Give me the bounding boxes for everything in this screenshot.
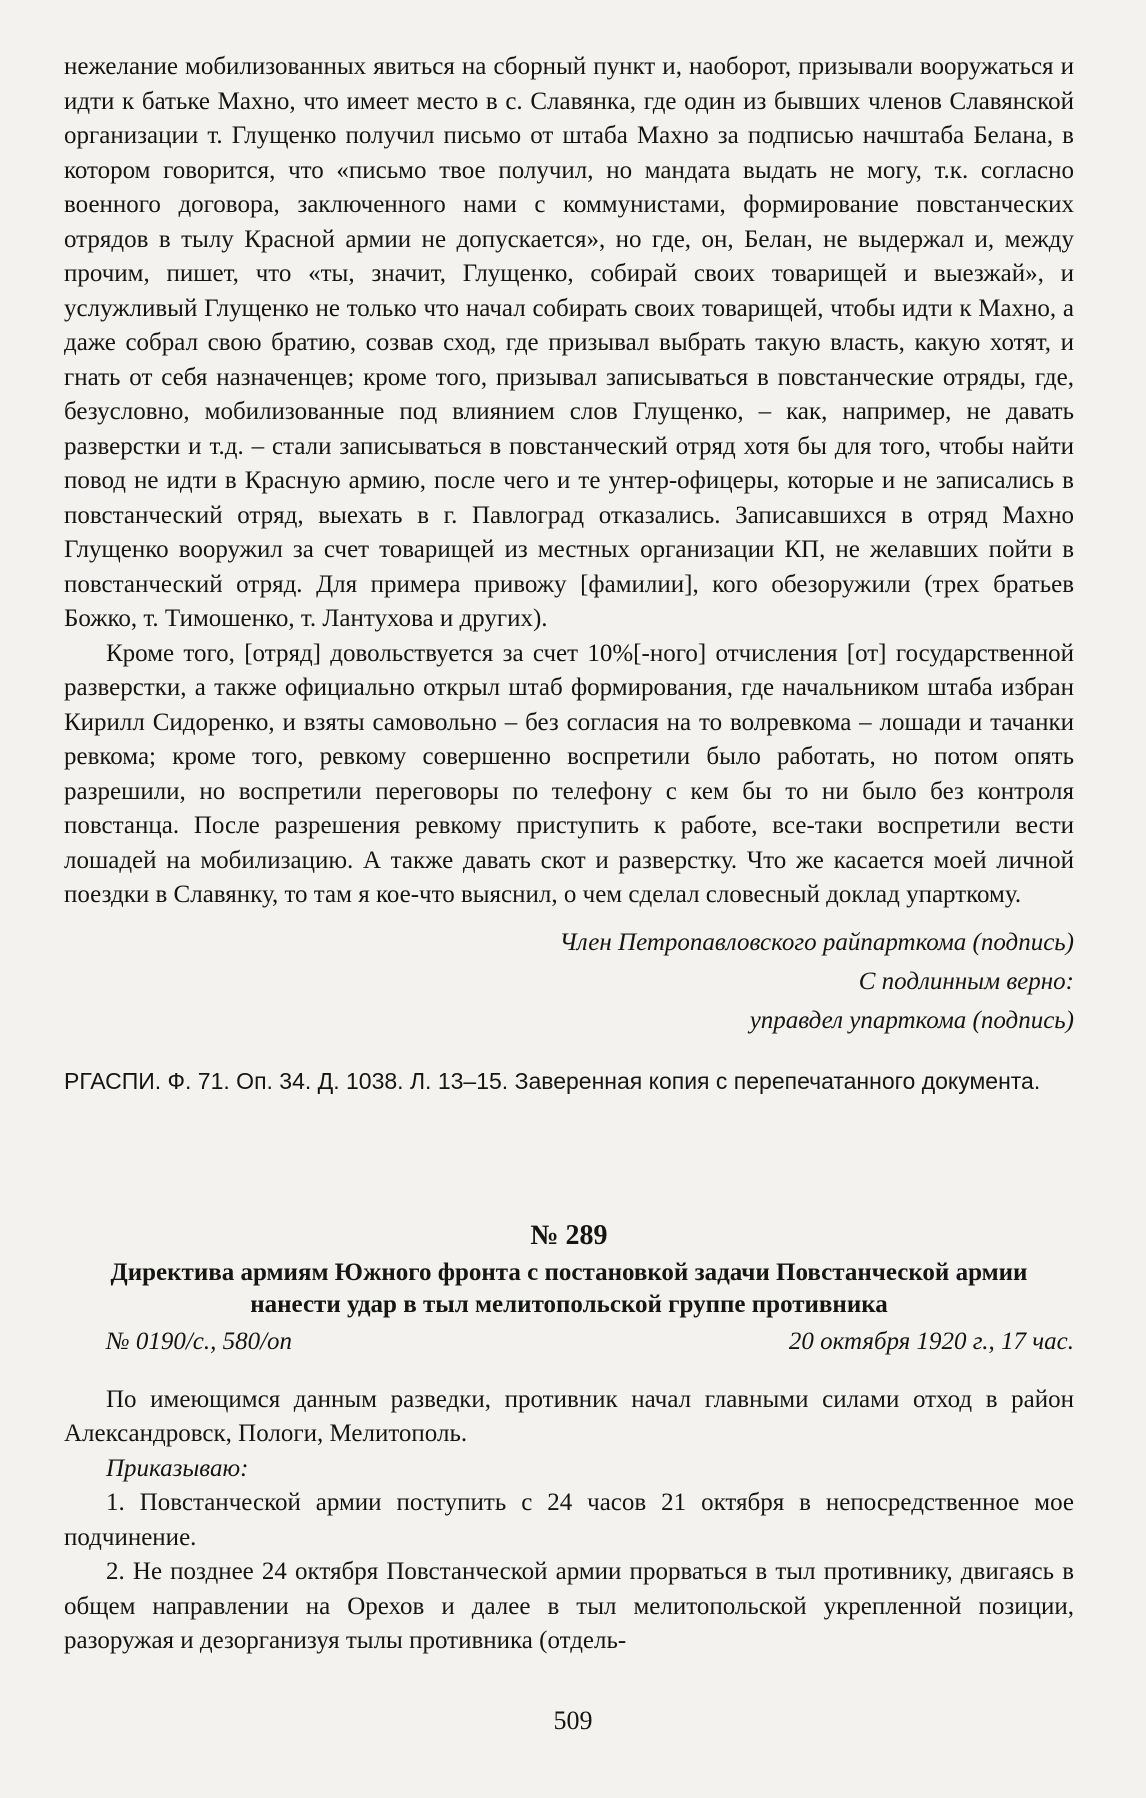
- directive-body: [64, 1383, 1074, 1659]
- directive-intro: По имеющимся данным разведки, противник начал главными силами отход в район Александровск, Пологи, Мелитополь.: [64, 1385, 1074, 1447]
- order-label: Приказываю:: [106, 1454, 249, 1482]
- signature-block: [64, 923, 1074, 1040]
- order-item-1: 1. Повстанческой армии поступить с 24 часов 21 октября в непосредственное мое подчинение.: [64, 1489, 1074, 1551]
- archive-source-note: РГАСПИ. Ф. 71. Оп. 34. Д. 1038. Л. 13–15. Заверенная копия с перепечатанного документа.: [64, 1067, 1041, 1094]
- order-item-2: 2. Не позднее 24 октября Повстанческой армии прорваться в тыл противнику, двигаясь в общем направлении на Орехов и далее в тыл мелитопольской укрепленной позиции, разоружая и дезорганизуя тылы противника (отдель-: [64, 1558, 1074, 1654]
- document-reference: № 0190/с., 580/оп: [106, 1327, 293, 1355]
- document-page: [64, 50, 1074, 1659]
- document-title: Директива армиям Южного фронта с постановкой задачи Повстанческой армии нанести удар в тыл мелитопольской группе противника: [110, 1258, 1028, 1318]
- signature-member: Член Петропавловского райпарткома (подпись): [559, 928, 1074, 956]
- signature-clerk: управдел упарткома (подпись): [749, 1006, 1074, 1034]
- document-date: 20 октября 1920 г., 17 час.: [788, 1327, 1074, 1355]
- signature-certified: С подлинным верно:: [858, 967, 1074, 995]
- page-number: 509: [553, 1706, 593, 1735]
- body-paragraph-1: нежелание мобилизованных явиться на сборный пункт и, наоборот, призывали вооружаться и идти к батьке Махно, что имеет место в с. Славянка, где один из бывших членов Славянской организации т. Глущенко получил письмо от штаба Махно за подписью начштаба Белана, в котором говорится, что «письмо твое получил, но мандата выдать не могу, т.к. согласно военного договора, заключенного нами с коммунистами, формирование повстанческих отрядов в тылу Красной армии не допускается», но где, он, Белан, не выдержал и, между прочим, пишет, что «ты, значит, Глущенко, собирай своих товарищей и выезжай», и услужливый Глущенко не только что начал собирать своих товарищей, чтобы идти к Махно, а даже собрал свою братию, созвав сход, где призывал выбрать такую власть, какую хотят, и гнать от себя назначенцев; кроме того, призывал записываться в повстанческие отряды, где, безусловно, мобилизованные под влиянием слов Глущенко, – как, например, не давать разверстки и т.д. – стали записываться в повстанческий отряд хотя бы для того, чтобы найти повод не идти в Красную армию, после чего и те унтер-офицеры, которые и не записались в повстанческий отряд, выехать в г. Павлоград отказались. Записавшихся в отряд Махно Глущенко вооружил за счет товарищей из местных организации КП, не желавших пойти в повстанческий отряд. Для примера привожу [фамилии], кого обезоружили (трех братьев Божко, т. Тимошенко, т. Лантухова и других).: [64, 53, 1074, 632]
- document-number: № 289: [530, 1219, 608, 1251]
- body-paragraph-2: Кроме того, [отряд] довольствуется за счет 10%[-ного] отчисления [от] государственной разверстки, а также официально открыл штаб формирования, где начальником штаба избран Кирилл Сидоренко, и взяты самовольно – без согласия на то волревкома – лошади и тачанки ревкома; кроме того, ревкому совершенно воспретили было работать, но потом опять разрешили, но воспретили переговоры по телефону с кем бы то ни было без контроля повстанца. После разрешения ревкому приступить к работе, все-таки воспретили вести лошадей на мобилизацию. А также давать скот и разверстку. Что же касается моей личной поездки в Славянку, то там я кое-что выяснил, о чем сделал словесный доклад упарткому.: [64, 639, 1074, 908]
- document-meta: [64, 1325, 1074, 1359]
